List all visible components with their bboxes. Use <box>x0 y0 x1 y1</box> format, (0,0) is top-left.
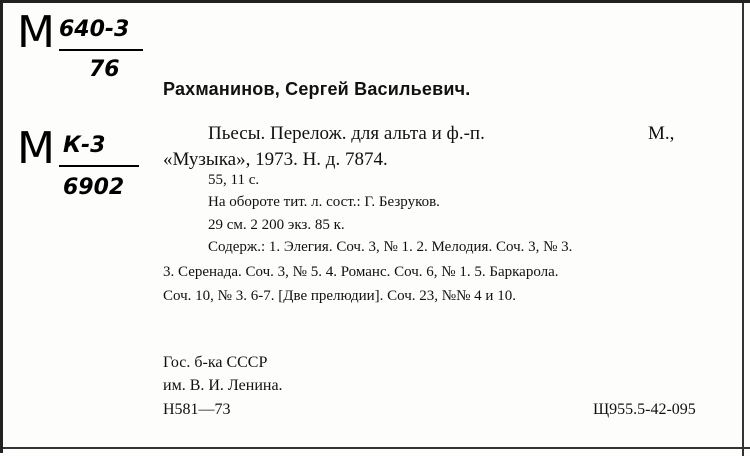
title-line-2: «Музыка», 1973. Н. д. 7874. <box>163 149 388 170</box>
shelfmark-2-sub: 6902 <box>63 175 125 200</box>
physical-description: 29 см. 2 200 экз. 85 к. <box>208 217 345 233</box>
print-code: Щ955.5-42-095 <box>593 401 696 418</box>
shelfmark-2-divider <box>59 165 139 167</box>
library-line-2: им. В. И. Ленина. <box>163 377 283 394</box>
shelfmark-1-sub: 76 <box>89 57 120 82</box>
library-line-1: Гос. б-ка СССР <box>163 354 268 371</box>
shelfmark-1-letter: М <box>17 7 53 58</box>
contents-line-3: Соч. 10, № 3. 6-7. [Две прелюдии]. Соч. 23, №№ 4 и 10. <box>163 288 516 304</box>
contents-line-1: Содерж.: 1. Элегия. Соч. 3, № 1. 2. Мелодия. Соч. 3, № 3. <box>208 239 573 255</box>
contents-line-2: 3. Серенада. Соч. 3, № 5. 4. Романс. Соч. 6, № 1. 5. Баркарола. <box>163 264 559 280</box>
author-heading: Рахманинов, Сергей Васильевич. <box>163 79 471 99</box>
title-line-1: Пьесы. Перелож. для альта и ф.-п. <box>208 123 485 144</box>
shelfmark-2-letter: М <box>17 123 53 174</box>
card-number: Н581—73 <box>163 401 231 418</box>
shelfmark-2-number: К-3 <box>63 133 106 158</box>
card-edge-bottom <box>3 447 750 449</box>
pagination: 55, 11 с. <box>208 172 260 188</box>
card-edge-right <box>742 3 744 456</box>
shelfmark-1-divider <box>59 49 143 51</box>
publication-place: М., <box>648 123 675 144</box>
compiler-note: На обороте тит. л. сост.: Г. Безруков. <box>208 194 440 210</box>
shelfmark-1-number: 640-3 <box>59 17 130 42</box>
